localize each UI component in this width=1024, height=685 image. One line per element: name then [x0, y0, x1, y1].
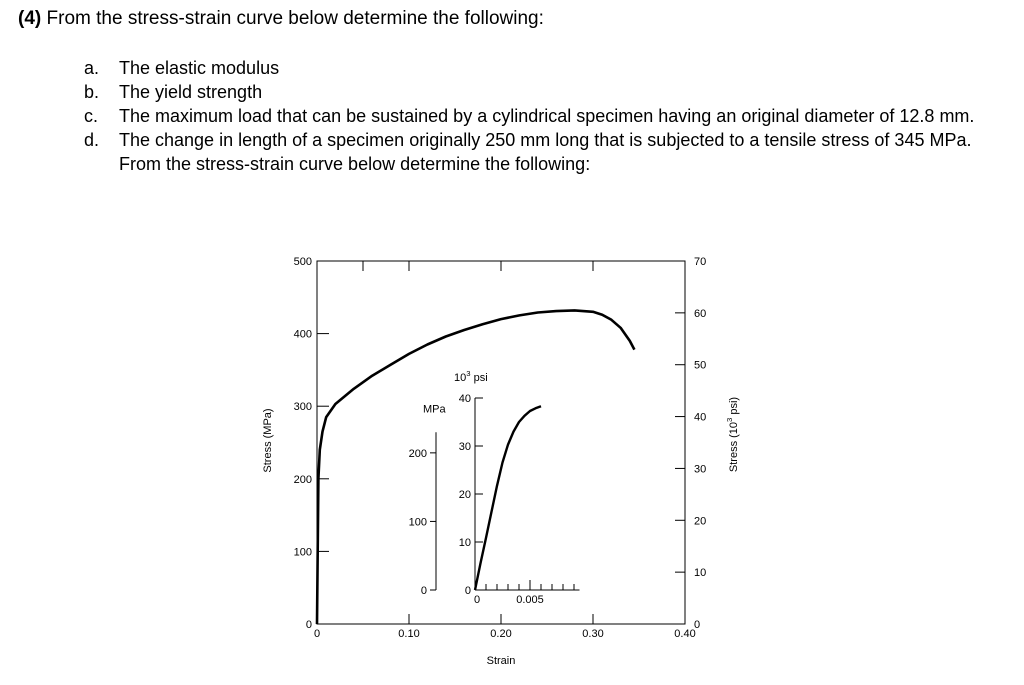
y-tick-label: 400: [293, 328, 312, 341]
inset-mpa-tick-label: 100: [408, 516, 427, 529]
y-tick-label: 500: [293, 256, 312, 268]
part-text: The maximum load that can be sustained by a cylindrical specimen having an original diameter of 12.8 mm.: [119, 106, 975, 126]
x-tick-label: 0.10: [398, 628, 420, 640]
y-right-tick-label: 40: [694, 411, 707, 424]
x-tick-label: 0.20: [490, 628, 512, 640]
y-right-tick-label: 60: [694, 307, 707, 320]
x-tick-label: 0.30: [582, 628, 604, 640]
inset-psi-tick-label: 0: [464, 585, 471, 597]
x-axis-label: Strain: [486, 655, 516, 667]
y-tick-label: 100: [293, 546, 312, 559]
inset-mpa-unit: MPa: [423, 403, 446, 416]
inset-psi-tick-label: 40: [458, 393, 471, 405]
x-tick-label: 0: [313, 628, 321, 640]
y-right-tick-label: 10: [694, 567, 707, 580]
inset-x-tick-label: 0: [473, 594, 481, 606]
y-axis-label-right: Stress ($10^3$ psi): [725, 396, 740, 473]
y-tick-label: 0: [305, 619, 312, 631]
part-letter: c.: [84, 106, 99, 126]
x-tick-label: 0.40: [674, 628, 696, 640]
stress-strain-curve: [317, 310, 634, 624]
inset-curve: [475, 406, 541, 590]
inset-psi-unit: $10^3$ psi: [454, 369, 488, 384]
inset-psi-tick-label: 30: [458, 441, 471, 453]
question-number: (4): [18, 8, 42, 29]
y-tick-label: 300: [293, 401, 312, 414]
y-right-tick-label: 70: [694, 256, 707, 268]
part-letter: d.: [84, 130, 100, 150]
question-prompt: From the stress-strain curve below determine the following:: [46, 8, 544, 29]
y-right-tick-label: 50: [694, 359, 707, 372]
part-text: The elastic modulus: [119, 58, 280, 78]
inset-mpa-tick-label: 0: [420, 585, 427, 597]
inset-psi-tick-label: 10: [458, 537, 471, 549]
y-right-tick-label: 30: [694, 463, 707, 476]
plot-frame: [317, 261, 685, 624]
inset-mpa-tick-label: 200: [408, 447, 427, 460]
inset-psi-tick-label: 20: [458, 489, 471, 501]
y-axis-label: Stress (MPa): [262, 408, 274, 473]
y-right-tick-label: 0: [694, 619, 701, 631]
part-text: The change in length of a specimen originally 250 mm long that is subjected to a tensile stress of 345 MPa. From the stress-strain curve below determine the following:: [119, 130, 972, 174]
y-right-tick-label: 20: [694, 515, 707, 528]
part-text: The yield strength: [119, 82, 263, 102]
part-letter: a.: [84, 58, 100, 78]
part-letter: b.: [84, 82, 100, 102]
inset-x-tick-label: 0.005: [516, 594, 544, 606]
y-tick-label: 200: [293, 473, 312, 486]
